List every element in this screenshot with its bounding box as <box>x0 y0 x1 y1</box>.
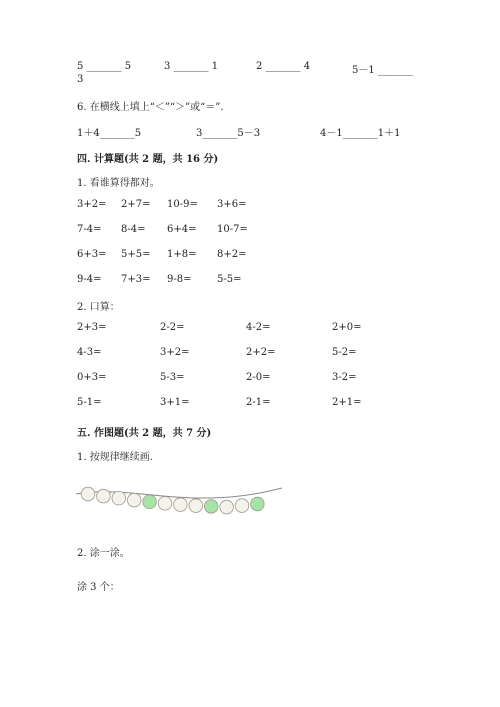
calc-expression: 5-1= <box>77 397 102 408</box>
section-4-q2-prompt: 2. 口算： <box>77 302 120 313</box>
calc-expression: 9-4= <box>77 274 102 285</box>
green-bead <box>204 500 218 514</box>
calc-expression: 2+0= <box>332 322 362 333</box>
compare-wrap-tail: 3 <box>77 74 84 85</box>
calc-expression: 5+5= <box>121 249 151 260</box>
white-bead <box>189 499 203 513</box>
green-bead <box>143 495 157 509</box>
white-bead <box>127 493 141 507</box>
calc-expression: 0+3= <box>77 372 107 383</box>
calc-expression: 2-0= <box>246 372 271 383</box>
section-4-title: 四. 计算题(共 2 题，共 16 分) <box>77 154 219 165</box>
bead-pattern-figure <box>72 476 292 526</box>
calc-expression: 7-4= <box>77 224 102 235</box>
compare-item: 5 _______ 5 <box>77 61 132 72</box>
calc-expression: 10-7= <box>217 224 248 235</box>
calc-expression: 8+2= <box>217 249 247 260</box>
white-bead <box>220 500 234 514</box>
calc-expression: 8-4= <box>121 224 146 235</box>
calc-expression: 3+1= <box>160 397 190 408</box>
white-bead <box>235 499 249 513</box>
calc-expression: 9-8= <box>167 274 192 285</box>
calc-expression: 10-9= <box>167 199 198 210</box>
q6-item: 1＋4_______5 <box>77 128 142 139</box>
section-5-q2-prompt: 2. 涂一涂。 <box>77 548 130 559</box>
question-6-prompt: 6. 在横线上填上“＜”“＞”或“＝”. <box>77 102 224 113</box>
white-bead <box>158 497 172 511</box>
white-bead <box>174 498 188 512</box>
calc-expression: 5-5= <box>217 274 242 285</box>
section-5-q2-sub: 涂 3 个： <box>77 582 120 593</box>
section-5-q1-prompt: 1. 按规律继续画. <box>77 452 153 463</box>
compare-item: 2 _______ 4 <box>256 61 311 72</box>
section-4-q1-prompt: 1. 看谁算得都对。 <box>77 178 160 189</box>
q6-item: 4－1_______1＋1 <box>320 128 401 139</box>
calc-expression: 1+8= <box>167 249 197 260</box>
calc-expression: 7+3= <box>121 274 151 285</box>
calc-expression: 2+2= <box>246 347 276 358</box>
calc-expression: 2+1= <box>332 397 362 408</box>
compare-item: 5－1 _______ <box>352 65 413 76</box>
section-5-title: 五. 作图题(共 2 题，共 7 分) <box>77 428 212 439</box>
calc-expression: 4-2= <box>246 322 271 333</box>
q6-item: 3_______5－3 <box>196 128 261 139</box>
calc-expression: 3+6= <box>217 199 247 210</box>
calc-expression: 3+2= <box>160 347 190 358</box>
calc-expression: 5-2= <box>332 347 357 358</box>
white-bead <box>112 491 126 505</box>
calc-expression: 3+2= <box>77 199 107 210</box>
calc-expression: 4-3= <box>77 347 102 358</box>
calc-expression: 6+4= <box>167 224 197 235</box>
green-bead <box>251 497 265 511</box>
calc-expression: 2+3= <box>77 322 107 333</box>
white-bead <box>97 489 111 503</box>
calc-expression: 5-3= <box>160 372 185 383</box>
calc-expression: 2-1= <box>246 397 271 408</box>
calc-expression: 6+3= <box>77 249 107 260</box>
calc-expression: 2+7= <box>121 199 151 210</box>
calc-expression: 2-2= <box>160 322 185 333</box>
compare-item: 3 _______ 1 <box>164 61 219 72</box>
calc-expression: 3-2= <box>332 372 357 383</box>
white-bead <box>81 487 95 501</box>
